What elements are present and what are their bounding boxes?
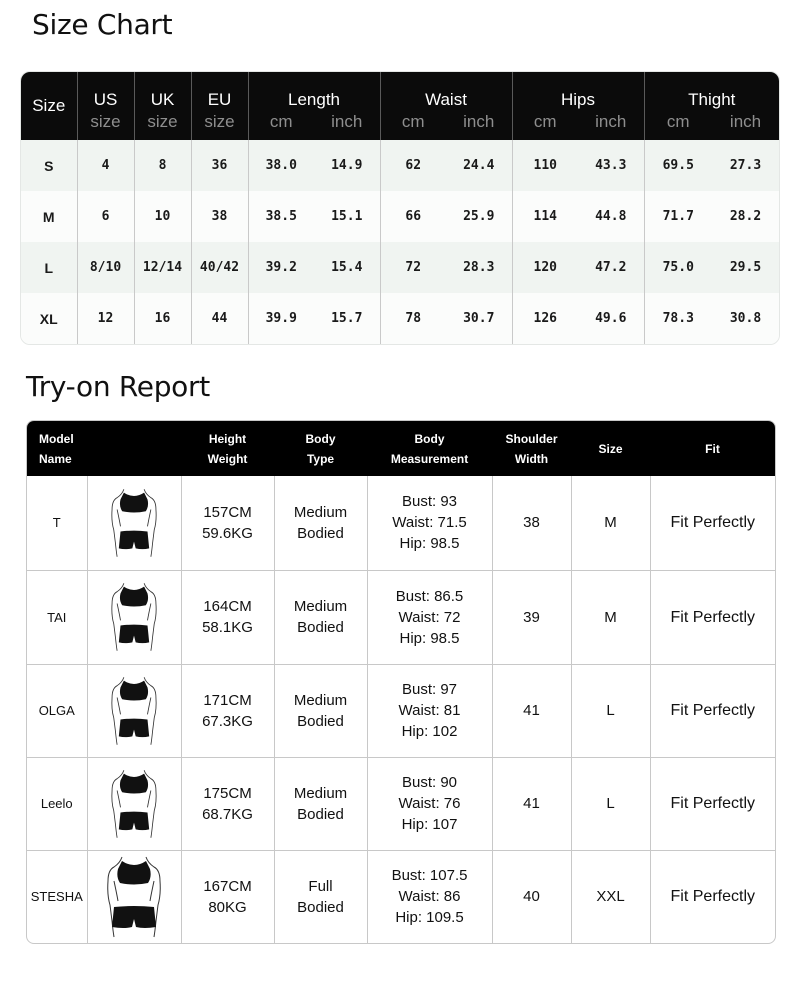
size-chart-table: [20, 71, 780, 345]
size-cell-hips-in: 43.3: [578, 140, 644, 191]
model-height: 175CM: [203, 784, 252, 802]
model-weight: 59.6KG: [202, 524, 253, 542]
model-weight: 67.3KG: [202, 712, 253, 730]
size-cell-hips-cm: 110: [512, 140, 578, 191]
shoulder-width: 38: [492, 476, 571, 570]
size-cell-length-cm: 38.5: [248, 191, 314, 242]
body-type-line2: Bodied: [297, 712, 344, 730]
header-body-type: [274, 421, 367, 476]
header-tryon-size: Size: [598, 441, 623, 456]
waist-measure: Waist: 71.5: [392, 514, 467, 532]
waist-measure: Waist: 72: [398, 608, 461, 626]
size-chart-title: Size Chart: [32, 8, 173, 41]
bust-measure: Bust: 86.5: [395, 587, 464, 605]
size-cell-length-in: 15.4: [314, 242, 380, 293]
size-cell-waist-in: 28.3: [446, 242, 512, 293]
size-cell-size: M: [21, 191, 77, 242]
size-cell-hips-cm: 120: [512, 242, 578, 293]
header-weight: Weight: [207, 451, 248, 466]
body-type: [274, 570, 367, 664]
height-weight: [181, 570, 274, 664]
size-row: [21, 242, 779, 293]
size-cell-length-cm: 38.0: [248, 140, 314, 191]
body-measurement: [367, 850, 492, 943]
size-row: [21, 191, 779, 242]
fit-result: Fit Perfectly: [650, 757, 775, 850]
body-type-line1: Full: [308, 877, 333, 895]
hip-measure: Hip: 102: [401, 723, 458, 740]
model-figure-icon: [107, 669, 161, 753]
model-height: 167CM: [203, 877, 252, 895]
bust-measure: Bust: 107.5: [391, 867, 468, 885]
header-name: Name: [39, 451, 72, 466]
size-row: [21, 293, 779, 344]
header-model-name: [27, 421, 181, 476]
waist-measure: Waist: 81: [398, 702, 461, 719]
size-cell-thigh-in: 28.2: [712, 191, 779, 242]
size-cell-uk: 10: [134, 191, 191, 242]
model-figure: [87, 757, 181, 850]
header-height: Height: [208, 431, 247, 446]
shoulder-width: 40: [492, 850, 571, 943]
shoulder-width: 41: [492, 757, 571, 850]
bust-measure: Bust: 97: [401, 681, 458, 698]
header-us: US: [77, 72, 134, 112]
body-type-line1: Medium: [293, 598, 348, 615]
height-weight: [181, 850, 274, 943]
size-cell-waist-cm: 72: [380, 242, 446, 293]
fit-size: M: [571, 570, 650, 664]
size-cell-thigh-in: 29.5: [712, 242, 779, 293]
model-figure: [87, 570, 181, 664]
hip-measure: Hip: 109.5: [395, 909, 464, 927]
header-body-2: Body: [414, 431, 445, 446]
tryon-row: [27, 476, 775, 570]
model-figure-icon: [107, 481, 161, 565]
header-us-size: size: [77, 112, 134, 140]
body-type-line2: Bodied: [297, 898, 344, 916]
size-cell-waist-in: 25.9: [446, 191, 512, 242]
model-figure-icon: [102, 855, 166, 939]
header-type: Type: [306, 451, 335, 466]
body-type-line1: Medium: [293, 784, 348, 802]
size-cell-thigh-cm: 69.5: [644, 140, 712, 191]
size-cell-us: 8/10: [77, 242, 134, 293]
size-cell-us: 4: [77, 140, 134, 191]
body-type: [274, 476, 367, 570]
model-weight: 68.7KG: [202, 805, 253, 823]
size-cell-thigh-cm: 75.0: [644, 242, 712, 293]
header-hips-cm: cm: [533, 112, 557, 131]
tryon-row: [27, 664, 775, 757]
model-name: OLGA: [27, 664, 87, 757]
height-weight: [181, 757, 274, 850]
header-height-weight: [181, 421, 274, 476]
body-type-line1: Medium: [293, 503, 348, 521]
size-cell-uk: 8: [134, 140, 191, 191]
size-cell-waist-cm: 62: [380, 140, 446, 191]
model-height: 171CM: [203, 691, 252, 709]
tryon-row: [27, 570, 775, 664]
size-cell-thigh-in: 27.3: [712, 140, 779, 191]
header-waist-cm: cm: [401, 112, 425, 131]
body-type-line2: Bodied: [297, 524, 344, 542]
size-cell-thigh-cm: 71.7: [644, 191, 712, 242]
header-length-inch: inch: [314, 112, 380, 140]
header-hips-inch: inch: [578, 112, 644, 140]
bust-measure: Bust: 93: [401, 493, 458, 511]
header-thigh-inch: inch: [729, 112, 762, 131]
size-cell-eu: 36: [191, 140, 248, 191]
model-weight: 80KG: [208, 898, 247, 916]
size-cell-us: 6: [77, 191, 134, 242]
fit-size: XXL: [571, 850, 650, 943]
size-cell-length-in: 14.9: [314, 140, 380, 191]
model-figure-icon: [107, 762, 161, 846]
hip-measure: Hip: 107: [401, 816, 458, 833]
header-eu-size: size: [191, 112, 248, 140]
fit-result: Fit Perfectly: [670, 888, 755, 906]
model-figure: [87, 850, 181, 943]
tryon-row: [27, 757, 775, 850]
body-type: [274, 757, 367, 850]
body-type: [274, 664, 367, 757]
size-cell-eu: 40/42: [191, 242, 248, 293]
body-measurement: [367, 757, 492, 850]
size-cell-waist-in: 24.4: [446, 140, 512, 191]
body-type-line2: Bodied: [297, 805, 344, 823]
header-thigh-cm: cm: [666, 112, 690, 131]
header-body-measurement: [367, 421, 492, 476]
waist-measure: Waist: 76: [398, 795, 461, 812]
size-cell-eu: 44: [191, 293, 248, 344]
size-cell-us: 12: [77, 293, 134, 344]
model-name: STESHA: [27, 850, 87, 943]
size-cell-uk: 16: [134, 293, 191, 344]
header-shoulder-width: [492, 421, 571, 476]
header-uk: UK: [134, 72, 191, 112]
model-figure: [87, 664, 181, 757]
header-width: Width: [514, 451, 549, 466]
size-cell-hips-in: 47.2: [578, 242, 644, 293]
size-cell-waist-in: 30.7: [446, 293, 512, 344]
body-type-line2: Bodied: [297, 619, 344, 636]
fit-result: Fit Perfectly: [650, 476, 775, 570]
size-cell-hips-cm: 126: [512, 293, 578, 344]
body-type: [274, 850, 367, 943]
size-cell-hips-in: 44.8: [578, 191, 644, 242]
header-measurement: Measurement: [390, 451, 469, 466]
model-name: T: [27, 476, 87, 570]
header-hips: Hips: [512, 72, 644, 112]
tryon-report-table: [26, 420, 776, 944]
header-length-cm: cm: [269, 112, 293, 131]
model-name: TAI: [27, 570, 87, 664]
height-weight: [181, 476, 274, 570]
size-cell-length-in: 15.7: [314, 293, 380, 344]
header-body: Body: [305, 431, 336, 446]
model-height: 164CM: [203, 598, 252, 615]
body-type-line1: Medium: [293, 691, 348, 709]
size-cell-hips-in: 49.6: [578, 293, 644, 344]
header-length: Length: [248, 72, 380, 112]
height-weight: [181, 664, 274, 757]
tryon-report-title: Try-on Report: [26, 370, 210, 403]
fit-result: Fit Perfectly: [650, 570, 775, 664]
fit-size: M: [571, 476, 650, 570]
size-cell-size: XL: [21, 293, 77, 344]
hip-measure: Hip: 98.5: [399, 535, 460, 553]
model-figure-icon: [107, 575, 161, 659]
size-cell-size: S: [21, 140, 77, 191]
header-thigh: Thight: [688, 90, 736, 109]
size-cell-eu: 38: [191, 191, 248, 242]
shoulder-width: 39: [492, 570, 571, 664]
hip-measure: Hip: 98.5: [399, 629, 460, 647]
tryon-row: [27, 850, 775, 943]
header-uk-size: size: [134, 112, 191, 140]
header-shoulder: Shoulder: [505, 431, 558, 446]
header-fit: Fit: [705, 441, 720, 456]
body-measurement: [367, 476, 492, 570]
header-model: Model: [39, 431, 74, 446]
body-measurement: [367, 664, 492, 757]
size-cell-waist-cm: 78: [380, 293, 446, 344]
shoulder-width: 41: [492, 664, 571, 757]
model-weight: 58.1KG: [202, 619, 253, 636]
size-cell-size: L: [21, 242, 77, 293]
size-cell-length-cm: 39.9: [248, 293, 314, 344]
fit-result: Fit Perfectly: [650, 664, 775, 757]
size-cell-hips-cm: 114: [512, 191, 578, 242]
size-cell-thigh-in: 30.8: [712, 293, 779, 344]
model-height: 157CM: [203, 503, 252, 521]
bust-measure: Bust: 90: [401, 774, 458, 791]
header-size: Size: [21, 72, 77, 140]
size-row: [21, 140, 779, 191]
fit-size: L: [571, 757, 650, 850]
header-eu: EU: [191, 72, 248, 112]
waist-measure: Waist: 86: [398, 888, 461, 906]
size-cell-waist-cm: 66: [380, 191, 446, 242]
model-name: Leelo: [27, 757, 87, 850]
size-cell-thigh-cm: 78.3: [644, 293, 712, 344]
size-cell-length-cm: 39.2: [248, 242, 314, 293]
header-waist: Waist: [380, 72, 512, 112]
header-waist-inch: inch: [446, 112, 512, 140]
size-cell-length-in: 15.1: [314, 191, 380, 242]
size-cell-uk: 12/14: [134, 242, 191, 293]
body-measurement: [367, 570, 492, 664]
model-figure: [87, 476, 181, 570]
fit-size: L: [571, 664, 650, 757]
